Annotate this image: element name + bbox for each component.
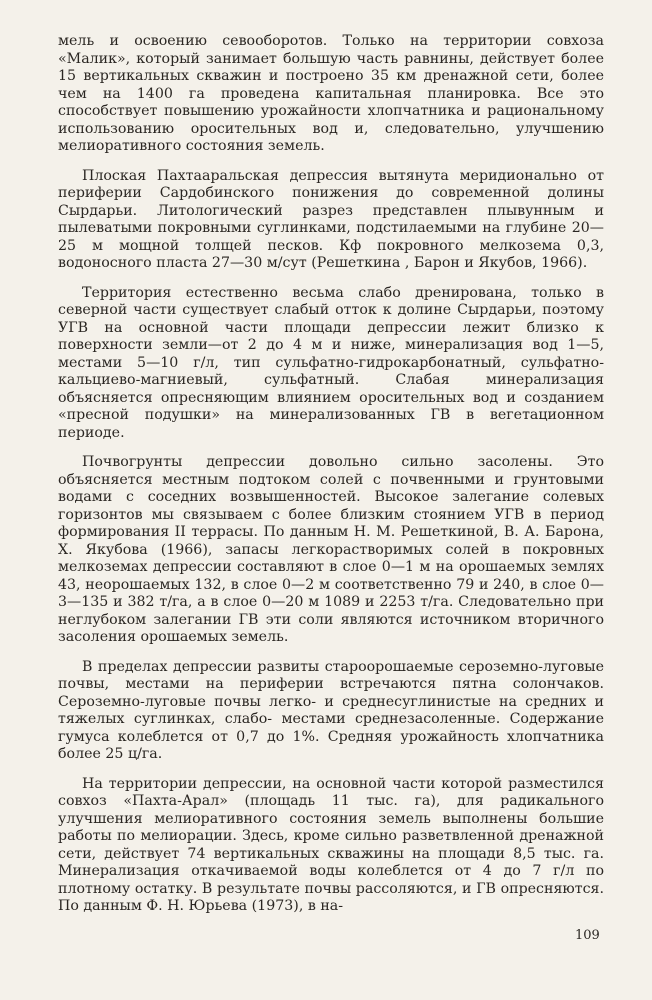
paragraph-4: Почвогрунты депрессии довольно сильно засолены. Это объясняется местным подтоком солей с почвенными и грунтовыми водами с соседних возвышенностей. Высокое залегание солевых горизонтов мы связываем с более близким стоянием УГВ в период формирования II террасы. По данным Н. М. Решеткиной, В. А. Барона, Х. Якубова (1966), запасы легкорастворимых солей в покровных мелкоземах депрессии составляют в слое 0—1 м на орошаемых землях 43, неорошаемых 132, в слое 0—2 м соответственно 79 и 240, в слое 0—3—135 и 382 т/га, а в слое 0—20 м 1089 и 2253 т/га. Следовательно при неглубоком залегании ГВ эти соли являются источником вторичного засоления орошаемых земель. [58, 454, 604, 645]
body-text [58, 33, 604, 928]
page-number: 109 [575, 928, 600, 943]
paragraph-3: Территория естественно весьма слабо дренирована, только в северной части существует слабый отток к долине Сырдарьи, поэтому УГВ на основной части площади депрессии лежит близко к поверхности земли—от 2 до 4 м и ниже, минерализация вод 1—5, местами 5—10 г/л, тип сульфатно-гидрокарбонатный, сульфатно-кальциево-магниевый, сульфатный. Слабая минерализация объясняется опресняющим влиянием оросительных вод и созданием «пресной подушки» на минерализованных ГВ в вегетационном периоде. [58, 284, 604, 441]
paragraph-1: мель и освоению севооборотов. Только на территории совхоза «Малик», который занимает большую часть равнины, действует более 15 вертикальных скважин и построено 35 км дренажной сети, более чем на 1400 га проведена капитальная планировка. Все это способствует повышению урожайности хлопчатника и рациональному использованию оросительных вод и, следовательно, улучшению мелиоративного состояния земель. [58, 33, 604, 154]
paragraph-6: На территории депрессии, на основной части которой разместился совхоз «Пахта-Арал» (площадь 11 тыс. га), для радикального улучшения мелиоративного состояния земель выполнены большие работы по мелиорации. Здесь, кроме сильно разветвленной дренажной сети, действует 74 вертикальных скважины на площади 8,5 тыс. га. Минерализация откачиваемой воды колеблется от 4 до 7 г/л по плотному остатку. В результате почвы рассоляются, и ГВ опресняются. По данным Ф. Н. Юрьева (1973), в на- [58, 775, 604, 914]
paragraph-5: В пределах депрессии развиты староорошаемые сероземно-луговые почвы, местами на периферии встречаются пятна солончаков. Сероземно-луговые почвы легко- и среднесуглинистые на средних и тяжелых суглинках, слабо- местами среднезасоленные. Содержание гумуса колеблется от 0,7 до 1%. Средняя урожайность хлопчатника более 25 ц/га. [58, 658, 604, 762]
paragraph-2: Плоская Пахтааральская депрессия вытянута меридионально от периферии Сардобинского понижения до современной долины Сырдарьи. Литологический разрез представлен плывунным и пылеватыми покровными суглинками, подстилаемыми на глубине 20—25 м мощной толщей песков. Кф покровного мелкозема 0,3, водоносного пласта 27—30 м/сут (Решеткина , Барон и Якубов, 1966). [58, 167, 604, 271]
